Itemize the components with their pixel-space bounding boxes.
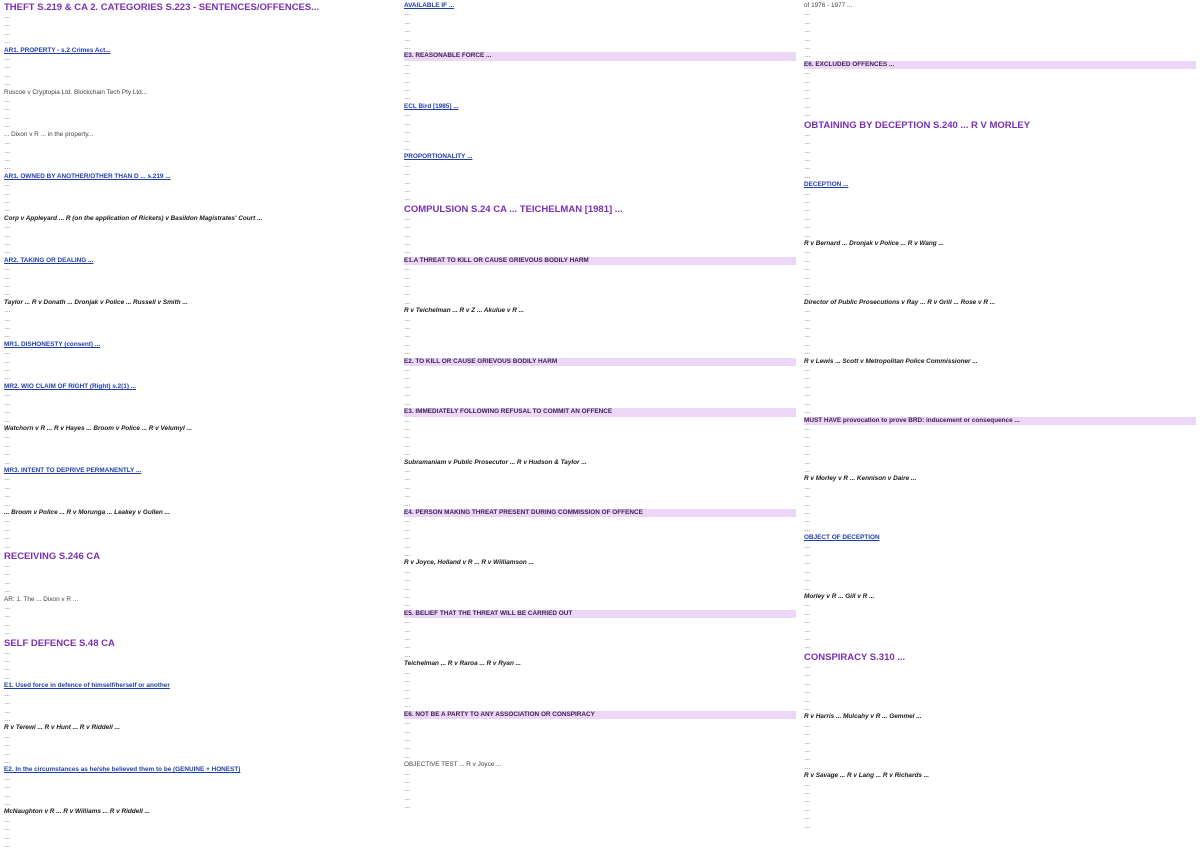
note-line: … xyxy=(404,483,411,491)
note-line: … xyxy=(804,307,811,315)
note-line: … xyxy=(804,780,811,788)
note-line: … xyxy=(4,620,11,628)
note-line: … xyxy=(404,719,411,727)
note-line: … xyxy=(404,441,411,449)
note-line: … xyxy=(804,508,811,516)
note-line: of 1976 - 1977 ... xyxy=(804,2,853,9)
note-line: … xyxy=(404,10,411,18)
note-line: … xyxy=(804,822,811,830)
note-line: … xyxy=(404,214,411,222)
subsection-heading: E1.A THREAT TO KILL OR CAUSE GRIEVOUS BODILY HARM xyxy=(404,257,796,265)
note-line: … xyxy=(4,825,11,833)
note-line: … xyxy=(4,450,11,458)
note-line: … xyxy=(4,155,11,163)
subsection-heading: MR3. INTENT TO DEPRIVE PERMANENTLY ... xyxy=(4,466,142,474)
note-line: … xyxy=(804,738,811,746)
note-line: … xyxy=(804,805,811,813)
note-line: … xyxy=(4,282,11,289)
note-line: … xyxy=(804,164,811,172)
note-line: R v Savage ... R v Lang ... R v Richards ... xyxy=(804,772,930,780)
note-line: … xyxy=(404,231,411,239)
note-line: … xyxy=(4,223,11,231)
note-line: … xyxy=(4,399,11,407)
subsection-heading: E5. BELIEF THAT THE THREAT WILL BE CARRIED OUT xyxy=(404,610,796,618)
note-line: … xyxy=(404,475,411,483)
note-line: … xyxy=(804,696,811,704)
note-line: … xyxy=(4,63,11,71)
note-line: R v Lewis ... Scott v Metropolitan Police Commissioner ... xyxy=(804,357,978,365)
note-line: … xyxy=(804,721,811,729)
note-line: … xyxy=(804,366,811,374)
note-line: … xyxy=(404,593,411,601)
note-line: R v Bernard ... Dronjak v Police ... R v Wang ... xyxy=(804,239,944,247)
note-line: R v Joyce, Holland v R ... R v Williamson ... xyxy=(404,559,534,567)
note-line: … xyxy=(4,475,11,483)
note-line: … xyxy=(404,450,411,458)
note-line: … xyxy=(4,374,11,382)
note-line: … xyxy=(804,609,811,617)
note-line: … xyxy=(4,189,11,197)
note-line: … xyxy=(804,458,811,466)
note-line: … xyxy=(804,626,811,634)
subsection-heading: MR1. DISHONESTY (consent) ... xyxy=(4,340,101,348)
note-line: … xyxy=(804,492,811,500)
note-line: … xyxy=(404,265,411,273)
note-line: … xyxy=(404,693,411,701)
note-line: … xyxy=(404,500,411,508)
note-line: … xyxy=(4,147,11,155)
note-line: … xyxy=(404,282,411,289)
note-line: Morley v R ... Gill v R ... xyxy=(804,593,875,601)
subsection-heading: ECL Bird [1985] ... xyxy=(404,102,459,110)
note-line: … xyxy=(804,433,811,441)
note-line: … xyxy=(404,77,411,85)
subsection-heading: E2. TO KILL OR CAUSE GRIEVOUS BODILY HARM xyxy=(404,358,796,366)
column-middle xyxy=(404,2,796,847)
subsection-heading: AR2. TAKING OR DEALING ... xyxy=(4,256,94,264)
note-line: … xyxy=(404,551,411,558)
note-line: … xyxy=(4,315,11,323)
note-line: ... Dixon v R ... in the property... xyxy=(4,130,94,138)
note-line: … xyxy=(804,643,811,651)
note-line: … xyxy=(804,77,811,85)
note-line: … xyxy=(4,665,11,673)
note-line: … xyxy=(4,774,11,782)
note-line: … xyxy=(404,677,411,685)
note-line: … xyxy=(804,139,811,147)
note-line: … xyxy=(404,769,411,777)
section-heading: THEFT S.219 & CA 2. CATEGORIES S.223 - SENTENCES/OFFENCES... xyxy=(4,2,320,13)
subsection-heading: MUST HAVE provocation to prove BRD: inducement or consequence ... xyxy=(804,417,1196,425)
subsection-heading: E2. In the circumstances as he/she believed them to be (GENUINE + HONEST) xyxy=(4,766,241,774)
note-line: … xyxy=(804,315,811,323)
section-heading: OBTAINING BY DECEPTION S.240 ... R V MORLEY xyxy=(804,119,1031,131)
note-line: … xyxy=(4,492,11,500)
note-line: … xyxy=(404,433,411,441)
column-left xyxy=(4,2,396,847)
note-line: … xyxy=(4,97,11,105)
note-line: … xyxy=(4,357,11,365)
note-line: … xyxy=(404,111,411,119)
note-line: … xyxy=(4,55,11,63)
note-line: … xyxy=(804,635,811,643)
note-line: … xyxy=(804,189,811,197)
note-line: … xyxy=(4,122,11,130)
note-line: R v Harris ... Mulcahy v R ... Gemmel ... xyxy=(804,713,922,721)
note-line: … xyxy=(404,492,411,500)
note-line: … xyxy=(404,525,411,533)
note-line: … xyxy=(804,111,811,119)
note-line: … xyxy=(804,206,811,214)
note-line: … xyxy=(804,517,811,525)
note-line: … xyxy=(4,391,11,399)
note-line: … xyxy=(404,18,411,26)
note-line: … xyxy=(404,86,411,94)
note-line: Director of Public Prosecutions v Ray ... R v Grill ... Rose v R ... xyxy=(804,298,996,306)
note-line: … xyxy=(804,763,811,771)
note-line: … xyxy=(4,816,11,824)
note-line: … xyxy=(804,576,811,584)
note-line: McNaughton v R ... R v Williams ... R v Riddell ... xyxy=(4,808,150,816)
note-line: … xyxy=(4,290,11,298)
note-line: … xyxy=(804,52,811,60)
note-line: … xyxy=(804,814,811,822)
note-line: … xyxy=(804,18,811,26)
subsection-heading: E3. IMMEDIATELY FOLLOWING REFUSAL TO COMMIT AN OFFENCE xyxy=(404,408,796,416)
note-line: … xyxy=(4,38,11,46)
note-line: … xyxy=(404,60,411,68)
note-line: … xyxy=(4,570,11,578)
note-line: … xyxy=(804,797,811,805)
note-line: … xyxy=(804,679,811,687)
note-line: OBJECTIVE TEST ... R v Joyce ... xyxy=(404,761,502,769)
note-line: … xyxy=(404,144,411,152)
note-line: … xyxy=(4,542,11,550)
note-line: … xyxy=(404,786,411,794)
note-line: … xyxy=(4,842,11,847)
note-line: … xyxy=(804,730,811,738)
note-line: … xyxy=(804,10,811,18)
note-line: … xyxy=(4,408,11,416)
note-line: … xyxy=(4,349,11,357)
note-line: … xyxy=(4,231,11,239)
note-line: … xyxy=(404,170,411,178)
note-line: … xyxy=(4,441,11,449)
note-line: … xyxy=(4,483,11,491)
subsection-heading: E1. Used force in defence of himself/herself or another xyxy=(4,682,170,690)
note-line: … xyxy=(404,298,411,306)
note-line: … xyxy=(404,324,411,332)
note-line: … xyxy=(4,239,11,247)
note-line: … xyxy=(4,648,11,656)
note-line: … xyxy=(4,578,11,586)
subsection-heading: E6. EXCLUDED OFFENCES ... xyxy=(804,61,1196,69)
section-heading: CONSPIRACY S.310 ... xyxy=(804,651,906,663)
note-line: … xyxy=(404,752,411,760)
note-line: … xyxy=(404,248,411,256)
note-line: … xyxy=(804,408,811,416)
note-line: AR: 1. The ... Dixon v R ... xyxy=(4,595,79,603)
subsection-heading: E6. NOT BE A PARTY TO ANY ASSOCIATION OR CONSPIRACY xyxy=(404,711,796,719)
note-line: … xyxy=(804,332,811,340)
note-line: … xyxy=(4,690,11,698)
note-line: … xyxy=(4,500,11,508)
note-line: … xyxy=(404,382,411,390)
note-line: … xyxy=(804,584,811,592)
note-line: … xyxy=(804,671,811,679)
section-heading: RECEIVING S.246 CA xyxy=(4,551,101,562)
note-line: … xyxy=(804,69,811,77)
note-line: … xyxy=(404,618,411,626)
note-line: … xyxy=(404,424,411,432)
subsection-heading: PROPORTIONALITY ... xyxy=(404,153,473,161)
note-line: … xyxy=(404,27,411,35)
note-line: … xyxy=(404,69,411,77)
note-line: … xyxy=(404,391,411,399)
note-line: … xyxy=(4,416,11,424)
note-line: Corp v Appleyard ... R (on the application of Rickets) v Basildon Magistrates' Court ... xyxy=(4,214,263,222)
note-line: R v Morley v R ... Kennison v Daire ... xyxy=(804,475,917,483)
note-line: … xyxy=(804,273,811,281)
subsection-heading: AR1. PROPERTY - s.2 Crimes Act... xyxy=(4,46,111,54)
note-line: … xyxy=(404,534,411,542)
note-line: … xyxy=(404,35,411,43)
note-line: … xyxy=(804,424,811,432)
subsection-heading: E4. PERSON MAKING THREAT PRESENT DURING COMMISSION OF OFFENCE xyxy=(404,509,796,517)
subsection-heading: MR2. WIO CLAIM OF RIGHT (Right) s.2(1) ... xyxy=(4,382,137,390)
note-line: … xyxy=(404,643,411,651)
note-line: … xyxy=(404,239,411,247)
note-line: … xyxy=(804,102,811,110)
section-heading: SELF DEFENCE S.48 CA xyxy=(4,637,115,649)
note-line: … xyxy=(4,604,11,612)
note-line: … xyxy=(4,783,11,791)
note-line: Watchorn v R ... R v Hayes ... Broom v Police ... R v Velumyl ... xyxy=(4,424,192,432)
note-line: Ruscoe v Cryptopia Ltd. Blockchain Tech Pty Ltd... xyxy=(4,88,148,96)
note-line: … xyxy=(404,195,411,203)
note-line: … xyxy=(404,542,411,550)
note-line: … xyxy=(804,601,811,609)
note-line: … xyxy=(404,374,411,382)
note-line: … xyxy=(804,688,811,696)
note-line: … xyxy=(404,273,411,281)
note-line: … xyxy=(404,777,411,785)
note-line: … xyxy=(404,178,411,186)
note-line: … xyxy=(404,744,411,752)
note-line: … xyxy=(4,612,11,620)
note-line: … xyxy=(404,601,411,609)
note-line: … xyxy=(804,746,811,754)
note-line: … xyxy=(4,749,11,757)
note-line: … xyxy=(404,349,411,357)
note-line: … xyxy=(404,702,411,710)
subsection-heading: AVAILABLE IF ... xyxy=(404,2,455,9)
subsection-heading: E3. REASONABLE FORCE ... xyxy=(404,52,796,60)
note-line: … xyxy=(804,282,811,289)
note-line: … xyxy=(4,458,11,466)
note-line: … xyxy=(804,290,811,298)
note-line: … xyxy=(4,673,11,681)
note-line: … xyxy=(4,587,11,595)
note-line: … xyxy=(4,433,11,441)
note-line: … xyxy=(4,105,11,113)
note-line: … xyxy=(804,349,811,357)
note-line: … xyxy=(804,525,811,533)
note-line: … xyxy=(804,382,811,390)
note-line: Subramaniam v Public Prosecutor ... R v Hudson & Taylor ... xyxy=(404,458,587,466)
note-line: … xyxy=(804,44,811,52)
note-line: … xyxy=(804,265,811,273)
note-line: … xyxy=(4,265,11,273)
note-line: … xyxy=(804,551,811,558)
column-right xyxy=(804,2,1196,847)
note-line: … xyxy=(4,699,11,707)
note-line: … xyxy=(804,172,811,180)
note-line: … xyxy=(4,833,11,841)
note-line: … xyxy=(404,466,411,474)
note-line: Teichelman ... R v Raroa ... R v Ryan ... xyxy=(404,660,521,668)
note-line: … xyxy=(804,155,811,163)
note-line: … xyxy=(404,340,411,348)
note-line: … xyxy=(4,181,11,189)
note-line: … xyxy=(404,315,411,323)
note-line: … xyxy=(804,86,811,94)
note-line: … xyxy=(804,466,811,474)
note-line: … xyxy=(404,290,411,298)
note-line: … xyxy=(404,567,411,575)
note-line: … xyxy=(804,567,811,575)
note-line: … xyxy=(404,128,411,136)
note-line: … xyxy=(4,13,11,20)
note-line: … xyxy=(404,651,411,659)
note-line: … xyxy=(4,113,11,121)
note-line: … xyxy=(4,791,11,799)
note-line: … xyxy=(804,27,811,35)
note-line: … xyxy=(4,248,11,256)
note-line: … xyxy=(804,755,811,763)
note-line: … xyxy=(404,727,411,735)
subsection-heading: AR1. OWNED BY ANOTHER/OTHER THAN D ... s.219 ... xyxy=(4,172,171,180)
note-line: … xyxy=(804,559,811,567)
note-line: … xyxy=(804,197,811,205)
note-line: … xyxy=(404,584,411,592)
note-line: … xyxy=(804,618,811,626)
note-line: … xyxy=(404,517,411,525)
note-line: … xyxy=(804,391,811,399)
note-line: … xyxy=(804,130,811,138)
note-line: … xyxy=(804,248,811,256)
note-line: … xyxy=(404,136,411,144)
note-line: … xyxy=(404,735,411,743)
note-line: … xyxy=(804,147,811,155)
note-line: … xyxy=(404,223,411,231)
note-line: … xyxy=(804,450,811,458)
note-line: … xyxy=(4,525,11,533)
note-line: … xyxy=(804,788,811,796)
note-line: … xyxy=(4,715,11,723)
note-line: … xyxy=(404,119,411,127)
note-line: … xyxy=(404,94,411,102)
note-line: … xyxy=(4,657,11,665)
note-line: … xyxy=(4,517,11,525)
note-line: … xyxy=(804,441,811,449)
note-line: … xyxy=(804,324,811,332)
note-line: … xyxy=(804,704,811,712)
note-line: … xyxy=(4,562,11,569)
note-line: … xyxy=(4,197,11,205)
note-line: … xyxy=(804,662,811,670)
note-line: … xyxy=(4,324,11,332)
note-line: … xyxy=(404,44,411,52)
note-line: … xyxy=(404,399,411,407)
note-line: … xyxy=(4,307,11,315)
subsection-heading: DECEPTION ... xyxy=(804,181,849,189)
note-line: … xyxy=(404,685,411,693)
note-line: … xyxy=(404,794,411,802)
note-line: R v Terewi ... R v Hunt ... R v Riddell ... xyxy=(4,724,120,732)
note-line: … xyxy=(804,256,811,264)
note-line: … xyxy=(804,399,811,407)
note-line: … xyxy=(4,799,11,807)
note-line: … xyxy=(4,741,11,749)
note-line: ... Broom v Police ... R v Morunga ... Leakey v Gullen ... xyxy=(4,508,170,516)
note-line: R v Teichelman ... R v Z ... Akulue v R ... xyxy=(404,307,524,315)
note-line: Taylor ... R v Donath ... Dronjak v Police ... Russell v Smith ... xyxy=(4,298,188,306)
note-line: … xyxy=(4,534,11,542)
note-line: … xyxy=(404,366,411,374)
note-line: … xyxy=(804,214,811,222)
note-line: … xyxy=(404,576,411,584)
note-line: … xyxy=(4,757,11,765)
note-line: … xyxy=(404,332,411,340)
note-line: … xyxy=(4,71,11,79)
note-line: … xyxy=(804,223,811,231)
note-line: … xyxy=(404,161,411,169)
note-line: … xyxy=(404,186,411,194)
note-line: … xyxy=(404,635,411,643)
section-heading: COMPULSION S.24 CA ... TEICHELMAN [1981] ... xyxy=(404,203,623,215)
note-line: … xyxy=(804,94,811,102)
note-line: … xyxy=(4,273,11,281)
note-line: … xyxy=(404,416,411,424)
note-line: … xyxy=(404,626,411,634)
note-line: … xyxy=(4,707,11,715)
note-line: … xyxy=(804,500,811,508)
note-line: … xyxy=(4,80,11,88)
note-line: … xyxy=(4,732,11,740)
note-line: … xyxy=(804,483,811,491)
note-line: … xyxy=(804,340,811,348)
note-line: … xyxy=(4,366,11,374)
note-line: … xyxy=(4,139,11,147)
note-line: … xyxy=(804,542,811,550)
note-line: … xyxy=(4,206,11,214)
note-line: … xyxy=(804,231,811,239)
subsection-heading: OBJECT OF DECEPTION xyxy=(804,534,880,542)
note-line: … xyxy=(804,374,811,382)
note-line: … xyxy=(4,332,11,340)
note-line: … xyxy=(4,21,11,29)
note-line: … xyxy=(4,629,11,637)
note-line: … xyxy=(404,803,411,811)
note-line: … xyxy=(4,29,11,37)
note-line: … xyxy=(4,164,11,172)
note-line: … xyxy=(404,668,411,676)
note-line: … xyxy=(804,35,811,43)
